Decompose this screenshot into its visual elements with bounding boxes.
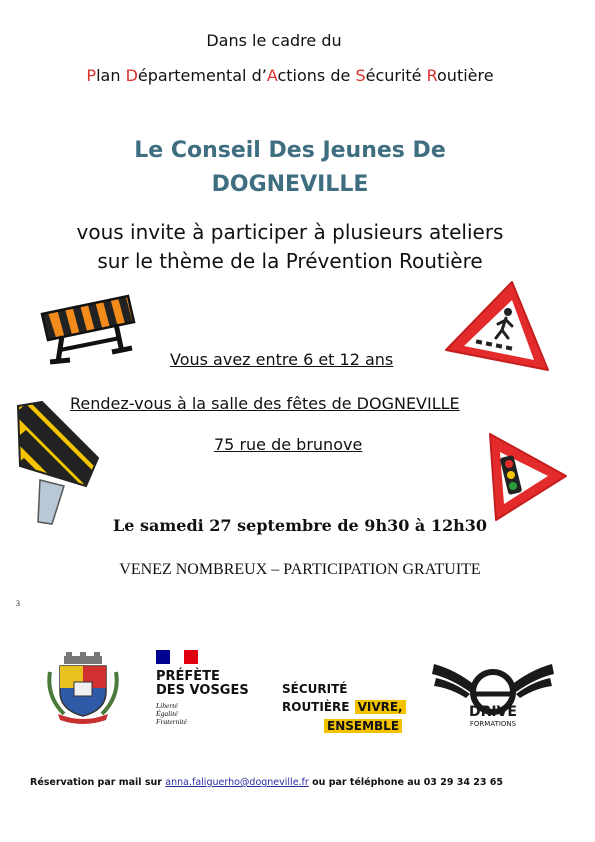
chevron-barrier-icon bbox=[14, 400, 104, 530]
plan-initial: A bbox=[266, 66, 278, 85]
prefecture-name-1: PRÉFÈTE bbox=[156, 669, 220, 684]
plan-word: outière bbox=[437, 66, 494, 85]
drive-subtitle: FORMATIONS bbox=[469, 720, 517, 728]
plan-initial: R bbox=[426, 66, 438, 85]
drive-name: DRIVE bbox=[468, 704, 518, 720]
page-number: 3 bbox=[16, 599, 20, 608]
prefecture-name-2: DES VOSGES bbox=[156, 683, 249, 698]
dogneville-crest-logo bbox=[44, 652, 122, 724]
invite-line-1: vous invite à participer à plusieurs ateliers bbox=[76, 220, 504, 244]
reservation-footer bbox=[30, 777, 570, 788]
motto-egalite: Égalité bbox=[156, 709, 178, 718]
call-to-action: VENEZ NOMBREUX – PARTICIPATION GRATUITE bbox=[119, 561, 481, 578]
plan-word: épartemental d’ bbox=[137, 66, 267, 85]
plan-word: écurité bbox=[365, 66, 427, 85]
roadwork-barrier-icon bbox=[36, 290, 140, 370]
plan-title bbox=[0, 66, 580, 85]
sr-line-2: ROUTIÈRE bbox=[282, 700, 350, 714]
title-line-2: DOGNEVILLE bbox=[211, 172, 369, 197]
sr-tag-2: ENSEMBLE bbox=[324, 719, 402, 733]
securite-routiere-logo bbox=[282, 682, 417, 734]
sr-line-1: SÉCURITÉ bbox=[282, 682, 348, 696]
age-info: Vous avez entre 6 et 12 ans bbox=[170, 350, 394, 369]
rendezvous-info: Rendez-vous à la salle des fêtes de DOGNEVILLE bbox=[70, 394, 460, 413]
footer-suffix: ou par téléphone au 03 29 34 23 65 bbox=[308, 777, 504, 788]
traffic-light-sign-icon bbox=[482, 428, 572, 526]
prefecture-logo bbox=[156, 650, 266, 726]
address-info: 75 rue de brunove bbox=[214, 435, 363, 454]
invite-line-2: sur le thème de la Prévention Routière bbox=[97, 249, 483, 273]
plan-initial: P bbox=[86, 66, 97, 85]
email-link[interactable]: anna.faliguerho@dogneville.fr bbox=[165, 777, 309, 788]
motto-fraternite: Fraternité bbox=[156, 717, 187, 726]
plan-initial: D bbox=[125, 66, 138, 85]
pedestrian-crossing-sign-icon bbox=[440, 278, 552, 378]
french-flag-icon bbox=[156, 650, 198, 664]
sr-tag-1: VIVRE, bbox=[355, 700, 406, 714]
event-date: Le samedi 27 septembre de 9h30 à 12h30 bbox=[112, 516, 488, 535]
title-line-1: Le Conseil Des Jeunes De bbox=[134, 138, 446, 163]
plan-word: ctions de bbox=[277, 66, 356, 85]
plan-word: lan bbox=[96, 66, 126, 85]
drive-formations-logo bbox=[430, 660, 556, 728]
footer-prefix: Réservation par mail sur bbox=[30, 777, 166, 788]
plan-initial: S bbox=[355, 66, 366, 85]
intro-line: Dans le cadre du bbox=[206, 31, 342, 50]
motto-liberte: Liberté bbox=[156, 701, 178, 710]
